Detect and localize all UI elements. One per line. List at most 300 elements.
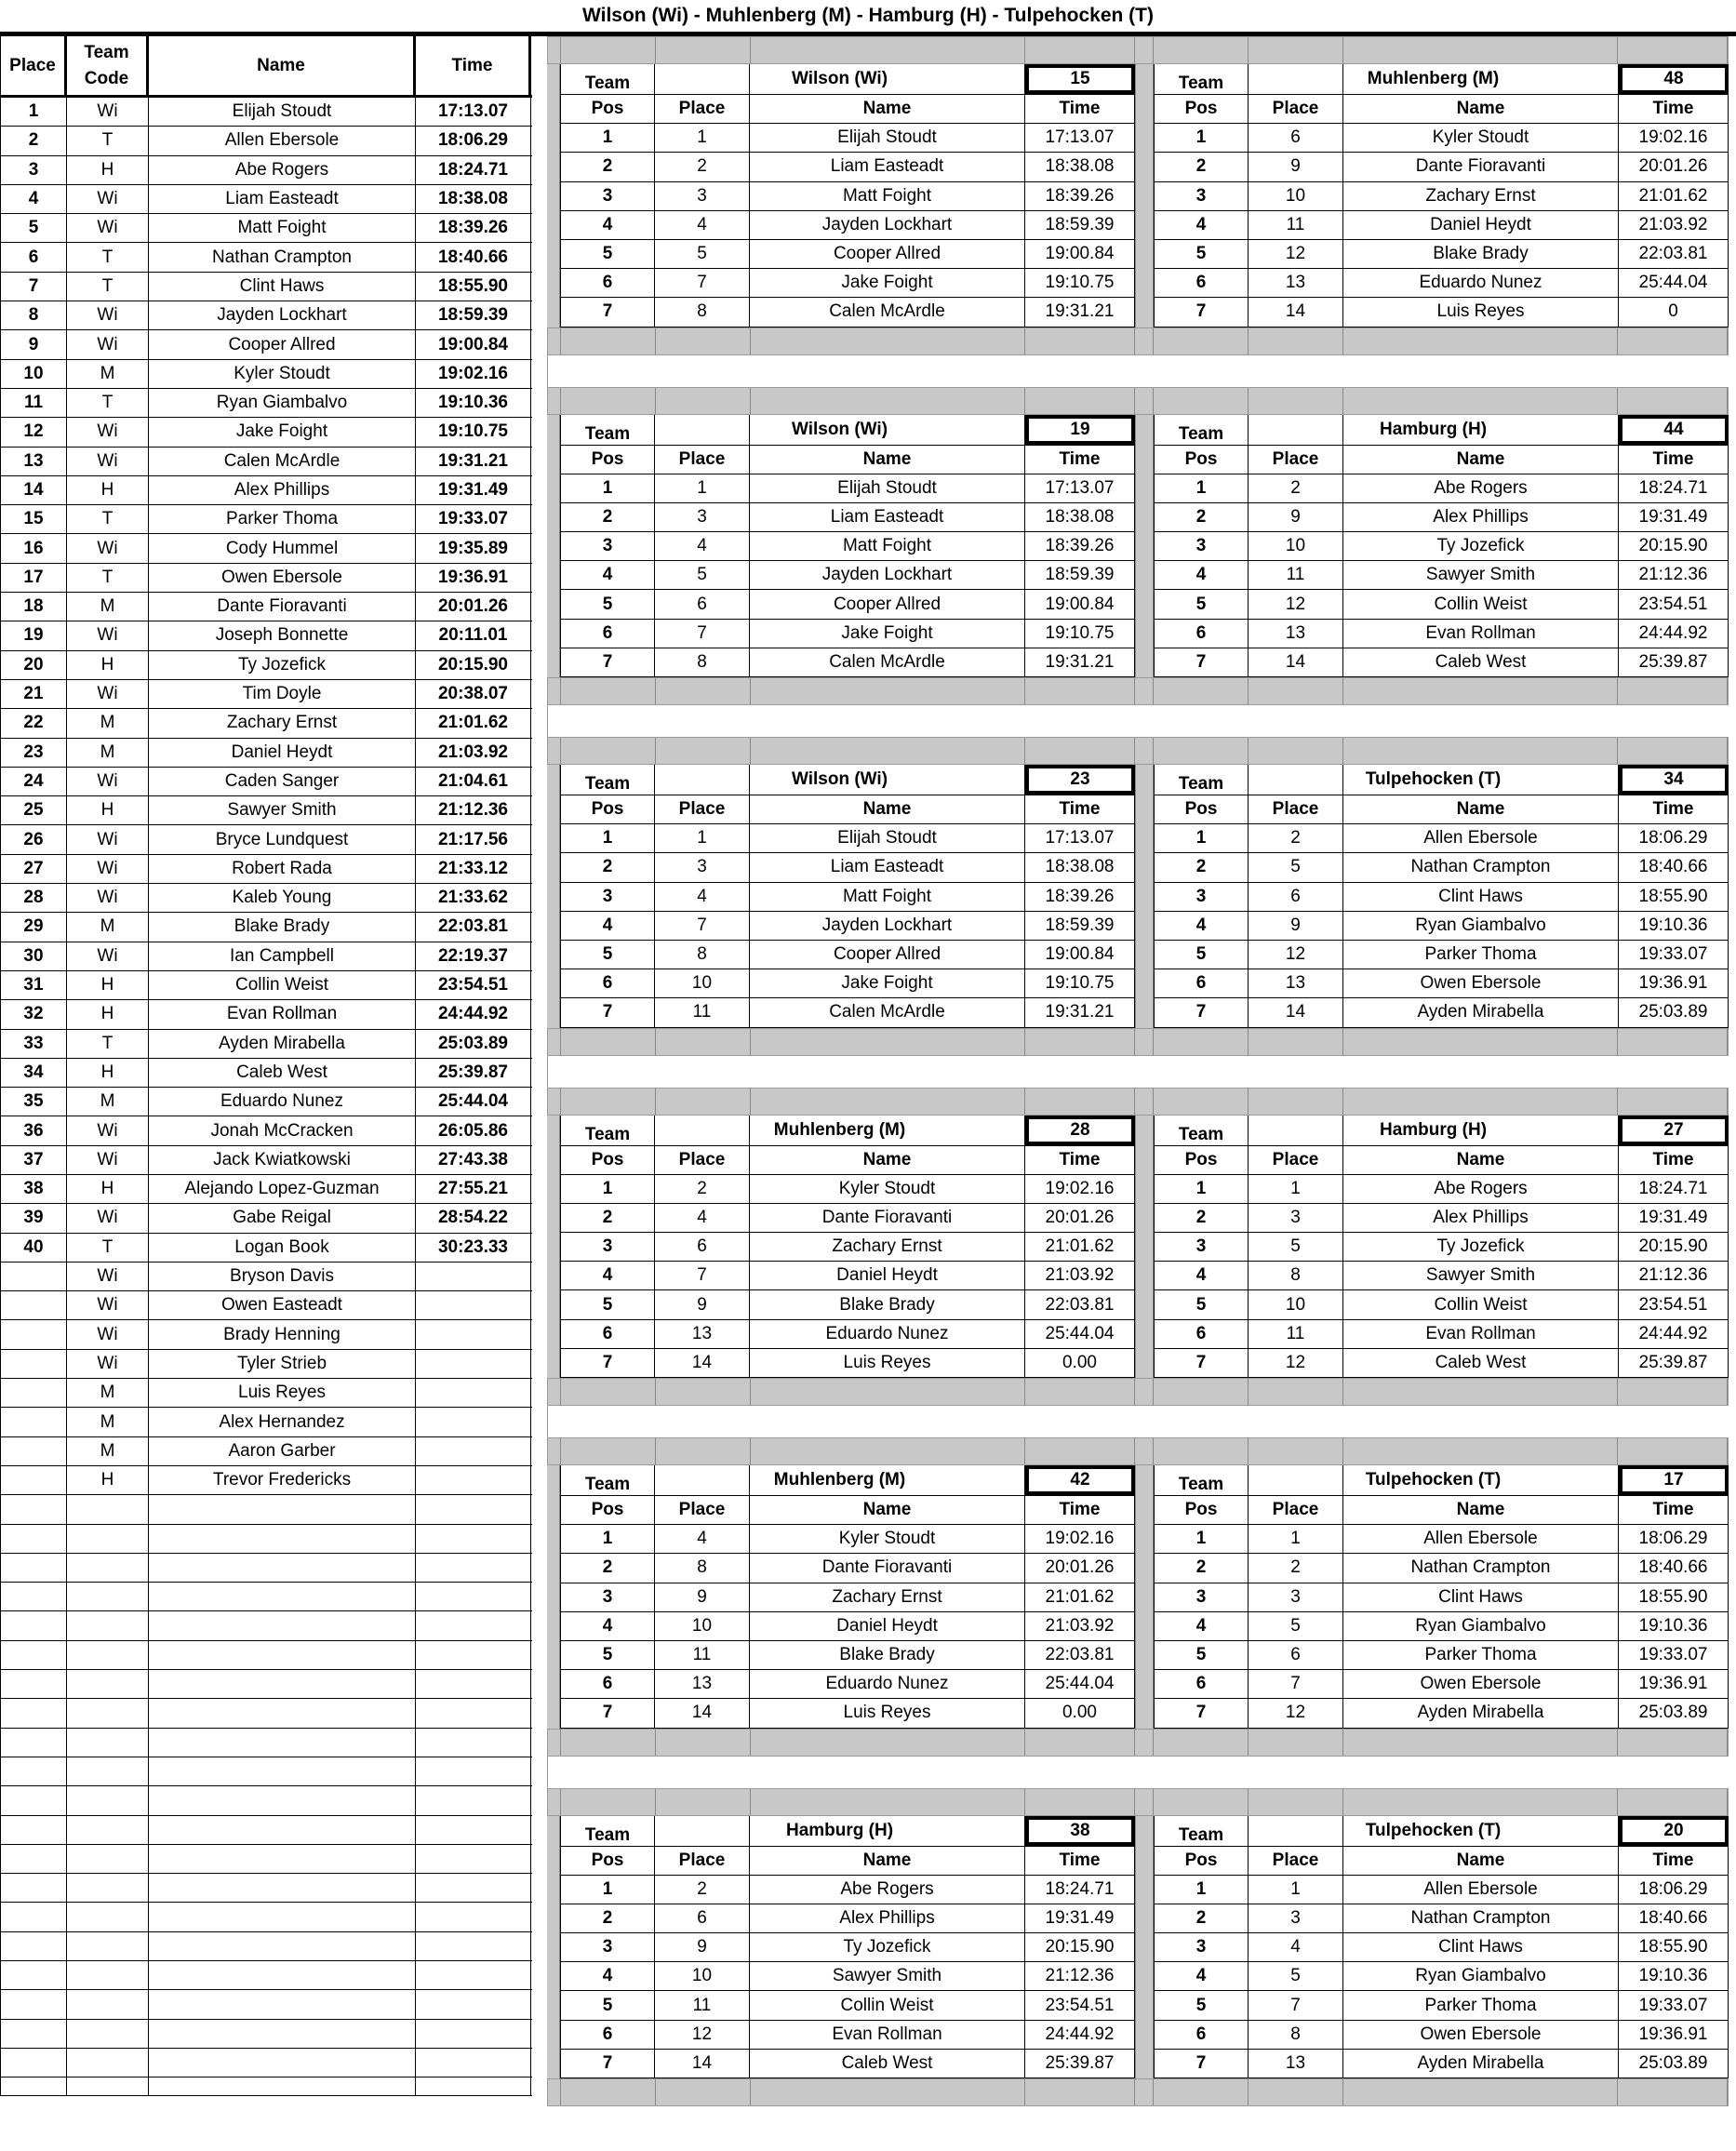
runner-pos: 5	[1154, 941, 1249, 969]
team-table-left	[560, 1116, 1135, 1379]
runner-name: Matt Foight	[750, 532, 1025, 560]
runner-pos: 3	[560, 182, 655, 210]
empty-row	[0, 2078, 532, 2096]
row-time: 25:03.89	[416, 1030, 531, 1058]
runner-pos: 4	[560, 211, 655, 239]
row-time	[416, 1379, 531, 1407]
runner-pos: 5	[1154, 1290, 1249, 1318]
table-row	[560, 1175, 1135, 1204]
runner-pos: 3	[560, 883, 655, 911]
runner-time: 18:38.08	[1025, 503, 1135, 531]
runner-name: Clint Haws	[1343, 883, 1619, 911]
runner-name: Parker Thoma	[1343, 1641, 1619, 1669]
empty-row	[0, 2020, 532, 2049]
team-table-right	[1154, 1116, 1729, 1379]
runner-name: Elijah Stoudt	[750, 474, 1025, 502]
row-team-code: H	[67, 1175, 149, 1203]
row-name: Robert Rada	[149, 855, 416, 883]
row-team-code: Wi	[67, 884, 149, 912]
team-header-row	[560, 1116, 1135, 1146]
band-cell	[561, 388, 656, 414]
table-row	[560, 298, 1135, 327]
runner-place: 11	[1249, 561, 1343, 589]
gray-band	[547, 1028, 1729, 1056]
runner-pos: 1	[1154, 1876, 1249, 1904]
runner-name: Ayden Mirabella	[1343, 1699, 1619, 1727]
band-cell	[1343, 388, 1619, 414]
runner-time: 25:03.89	[1619, 998, 1729, 1026]
name-label: Name	[750, 795, 1025, 823]
gray-band	[547, 1729, 1729, 1757]
empty-cell	[149, 1495, 416, 1523]
runner-time: 19:33.07	[1619, 1991, 1729, 2019]
row-name: Cooper Allred	[149, 330, 416, 358]
row-team-code: Wi	[67, 942, 149, 970]
gray-band	[547, 1437, 1729, 1465]
table-row	[1154, 1962, 1729, 1991]
header-team-code	[67, 36, 149, 95]
band-cell	[751, 678, 1026, 704]
matchup-block	[547, 1465, 1729, 1729]
left-separator	[547, 765, 560, 1028]
runner-pos: 7	[1154, 2050, 1249, 2078]
table-row	[0, 418, 532, 447]
team-label: Team	[560, 415, 655, 445]
name-label: Name	[1343, 1496, 1619, 1524]
white-gap	[547, 1406, 1729, 1437]
table-row	[0, 739, 532, 768]
team-table-right	[1154, 1816, 1729, 2079]
row-name: Jack Kwiatkowski	[149, 1146, 416, 1174]
runner-name: Eduardo Nunez	[750, 1320, 1025, 1348]
empty-cell	[0, 1670, 67, 1698]
empty-cell	[416, 1611, 531, 1639]
band-cell	[561, 1730, 656, 1756]
row-team-code: H	[67, 1059, 149, 1087]
runner-place: 11	[1249, 1320, 1343, 1348]
row-name: Calen McArdle	[149, 448, 416, 475]
runner-time: 18:38.08	[1025, 853, 1135, 881]
runner-time: 18:55.90	[1619, 883, 1729, 911]
runner-time: 18:06.29	[1619, 1876, 1729, 1904]
row-team-code: Wi	[67, 448, 149, 475]
band-cell	[1135, 37, 1154, 63]
runner-time: 19:10.75	[1025, 269, 1135, 297]
runner-pos: 2	[560, 503, 655, 531]
runner-place: 2	[655, 1175, 750, 1203]
row-name: Bryson Davis	[149, 1263, 416, 1290]
table-row	[1154, 1262, 1729, 1290]
row-place: 9	[0, 330, 67, 358]
row-time: 25:39.87	[416, 1059, 531, 1087]
row-team-code: Wi	[67, 534, 149, 562]
empty-cell	[149, 2049, 416, 2077]
row-time: 28:54.22	[416, 1204, 531, 1232]
pos-label: Pos	[560, 795, 655, 823]
runner-place: 6	[1249, 1641, 1343, 1669]
runner-pos: 6	[560, 269, 655, 297]
row-place	[0, 1408, 67, 1436]
runner-pos: 1	[560, 1876, 655, 1904]
table-row	[0, 1291, 532, 1320]
column-header-row	[560, 795, 1135, 824]
row-time: 25:44.04	[416, 1088, 531, 1116]
runner-name: Dante Fioravanti	[750, 1554, 1025, 1582]
empty-cell	[0, 1816, 67, 1844]
runner-pos: 4	[560, 1612, 655, 1640]
table-row	[0, 709, 532, 738]
runner-time: 18:40.66	[1619, 1904, 1729, 1932]
row-name: Eduardo Nunez	[149, 1088, 416, 1116]
empty-cell	[0, 1699, 67, 1727]
row-place: 29	[0, 913, 67, 941]
row-place: 14	[0, 476, 67, 504]
team-header-row	[1154, 765, 1729, 795]
table-row	[1154, 1699, 1729, 1728]
runner-name: Eduardo Nunez	[750, 1670, 1025, 1698]
table-row	[1154, 853, 1729, 882]
runner-name: Alex Phillips	[1343, 503, 1619, 531]
place-label: Place	[1249, 446, 1343, 474]
runner-pos: 2	[560, 1204, 655, 1232]
table-row	[0, 1204, 532, 1233]
row-team-code: T	[67, 1234, 149, 1262]
runner-pos: 5	[560, 590, 655, 618]
runner-time: 24:44.92	[1619, 1320, 1729, 1348]
runner-time: 21:01.62	[1025, 1583, 1135, 1611]
row-name: Alejando Lopez-Guzman	[149, 1175, 416, 1203]
empty-cell	[149, 1932, 416, 1960]
runner-name: Ayden Mirabella	[1343, 998, 1619, 1026]
runner-place: 14	[655, 1699, 750, 1727]
row-time	[416, 1466, 531, 1494]
team-label: Team	[560, 1816, 655, 1846]
row-team-code: M	[67, 1088, 149, 1116]
row-time: 19:31.49	[416, 476, 531, 504]
runner-time: 18:59.39	[1025, 912, 1135, 940]
table-row	[560, 590, 1135, 619]
runner-pos: 1	[1154, 1175, 1249, 1203]
runner-time: 19:02.16	[1619, 124, 1729, 152]
runner-place: 14	[1249, 298, 1343, 326]
runner-name: Calen McArdle	[750, 298, 1025, 326]
empty-row	[0, 1525, 532, 1554]
team-name: Muhlenberg (M)	[1249, 64, 1619, 94]
team-name: Tulpehocken (T)	[1249, 1816, 1619, 1846]
band-cell	[656, 1438, 751, 1464]
runner-time: 25:39.87	[1025, 2050, 1135, 2078]
runner-name: Caleb West	[1343, 1349, 1619, 1377]
row-name: Joseph Bonnette	[149, 621, 416, 649]
runner-pos: 6	[1154, 969, 1249, 997]
band-cell	[548, 1789, 561, 1815]
runner-time: 18:39.26	[1025, 883, 1135, 911]
row-place: 33	[0, 1030, 67, 1058]
empty-cell	[0, 1786, 67, 1814]
team-table-right	[1154, 765, 1729, 1028]
empty-cell	[149, 1554, 416, 1582]
empty-cell	[67, 1874, 149, 1902]
row-time: 22:03.81	[416, 913, 531, 941]
table-row	[560, 1876, 1135, 1904]
runner-time: 25:39.87	[1619, 648, 1729, 676]
empty-cell	[0, 2020, 67, 2048]
row-team-code: T	[67, 505, 149, 533]
time-label: Time	[1025, 795, 1135, 823]
band-cell	[1618, 1089, 1728, 1115]
table-row	[560, 648, 1135, 677]
runner-pos: 2	[560, 1904, 655, 1932]
runner-place: 8	[655, 1554, 750, 1582]
team-score: 38	[1025, 1816, 1135, 1846]
runner-place: 14	[655, 1349, 750, 1377]
runner-name: Ty Jozefick	[1343, 532, 1619, 560]
runner-pos: 7	[1154, 1349, 1249, 1377]
row-name: Caleb West	[149, 1059, 416, 1087]
team-score: 20	[1619, 1816, 1729, 1846]
runner-time: 17:13.07	[1025, 474, 1135, 502]
runner-pos: 5	[560, 1290, 655, 1318]
team-score: 23	[1025, 765, 1135, 795]
table-row	[560, 1262, 1135, 1290]
table-row	[0, 1059, 532, 1088]
gray-band	[547, 1088, 1729, 1116]
table-row	[1154, 1583, 1729, 1612]
runner-name: Liam Easteadt	[750, 153, 1025, 180]
runner-place: 14	[655, 2050, 750, 2078]
row-place: 2	[0, 127, 67, 154]
table-row	[1154, 1233, 1729, 1262]
band-cell	[561, 2079, 656, 2105]
column-header-row	[560, 1847, 1135, 1876]
runner-time: 22:03.81	[1025, 1290, 1135, 1318]
runner-place: 2	[1249, 1554, 1343, 1582]
runner-name: Clint Haws	[1343, 1583, 1619, 1611]
runner-pos: 1	[560, 1525, 655, 1553]
row-team-code: Wi	[67, 98, 149, 126]
runner-place: 13	[1249, 2050, 1343, 2078]
pos-label: Pos	[1154, 446, 1249, 474]
empty-cell	[67, 1903, 149, 1931]
table-row	[1154, 1933, 1729, 1962]
runner-name: Matt Foight	[750, 182, 1025, 210]
place-label: Place	[655, 95, 750, 123]
row-place: 3	[0, 156, 67, 184]
table-row	[1154, 298, 1729, 327]
runner-pos: 3	[1154, 1233, 1249, 1261]
runner-name: Ty Jozefick	[1343, 1233, 1619, 1261]
table-row	[560, 1349, 1135, 1378]
table-row	[1154, 912, 1729, 941]
empty-cell	[67, 1729, 149, 1757]
middle-separator	[1135, 1116, 1154, 1379]
runner-name: Blake Brady	[750, 1290, 1025, 1318]
row-name: Ian Campbell	[149, 942, 416, 970]
team-table-left	[560, 64, 1135, 327]
row-name: Allen Ebersole	[149, 127, 416, 154]
empty-cell	[0, 1641, 67, 1669]
table-row	[0, 127, 532, 155]
empty-cell	[0, 2078, 67, 2095]
runner-name: Cooper Allred	[750, 590, 1025, 618]
runner-place: 12	[1249, 1349, 1343, 1377]
runner-place: 9	[1249, 912, 1343, 940]
table-row	[1154, 269, 1729, 298]
runner-pos: 5	[1154, 590, 1249, 618]
row-name: Alex Hernandez	[149, 1408, 416, 1436]
table-row	[560, 1612, 1135, 1641]
band-cell	[1618, 328, 1728, 354]
row-place	[0, 1291, 67, 1319]
runner-place: 7	[1249, 1670, 1343, 1698]
band-cell	[1618, 1730, 1728, 1756]
band-cell	[1343, 1730, 1619, 1756]
empty-cell	[416, 1786, 531, 1814]
team-score: 44	[1619, 415, 1729, 445]
white-gap	[547, 1056, 1729, 1088]
row-place: 40	[0, 1234, 67, 1262]
team-label: Team	[1154, 765, 1249, 795]
table-row	[1154, 1876, 1729, 1904]
table-row	[0, 1175, 532, 1204]
runner-name: Owen Ebersole	[1343, 2021, 1619, 2049]
runner-place: 11	[1249, 211, 1343, 239]
matchup-block	[547, 765, 1729, 1028]
time-label: Time	[1619, 446, 1729, 474]
runner-pos: 7	[560, 648, 655, 676]
runner-name: Zachary Ernst	[1343, 182, 1619, 210]
runner-pos: 4	[1154, 561, 1249, 589]
row-team-code: Wi	[67, 768, 149, 795]
runner-pos: 3	[560, 1933, 655, 1961]
runner-name: Evan Rollman	[1343, 620, 1619, 648]
runner-time: 19:36.91	[1619, 2021, 1729, 2049]
band-cell	[548, 328, 561, 354]
runner-time: 21:12.36	[1619, 561, 1729, 589]
table-row	[560, 561, 1135, 590]
runner-name: Zachary Ernst	[750, 1583, 1025, 1611]
runner-place: 8	[1249, 1262, 1343, 1289]
band-cell	[656, 1730, 751, 1756]
band-cell	[1249, 1730, 1343, 1756]
table-row	[1154, 648, 1729, 677]
row-name: Jayden Lockhart	[149, 301, 416, 329]
row-name: Matt Foight	[149, 214, 416, 242]
runner-place: 7	[655, 269, 750, 297]
row-time	[416, 1320, 531, 1348]
row-time	[416, 1408, 531, 1436]
row-team-code: M	[67, 913, 149, 941]
empty-cell	[67, 1525, 149, 1553]
runner-name: Cooper Allred	[750, 240, 1025, 268]
runner-name: Owen Ebersole	[1343, 969, 1619, 997]
row-name: Luis Reyes	[149, 1379, 416, 1407]
empty-cell	[416, 1729, 531, 1757]
runner-pos: 3	[1154, 532, 1249, 560]
row-name: Daniel Heydt	[149, 739, 416, 767]
gray-band	[547, 2078, 1729, 2106]
time-label: Time	[1025, 1847, 1135, 1875]
row-time: 18:39.26	[416, 214, 531, 242]
table-row	[560, 503, 1135, 532]
band-cell	[1249, 1789, 1343, 1815]
empty-cell	[67, 2020, 149, 2048]
row-place	[0, 1320, 67, 1348]
team-table-right	[1154, 415, 1729, 678]
band-cell	[1135, 738, 1154, 764]
time-label: Time	[1619, 1496, 1729, 1524]
row-name: Owen Easteadt	[149, 1291, 416, 1319]
table-row	[560, 153, 1135, 181]
runner-pos: 7	[560, 2050, 655, 2078]
band-cell	[1025, 1029, 1135, 1055]
team-score: 48	[1619, 64, 1729, 94]
band-cell	[1154, 388, 1249, 414]
band-cell	[1154, 1379, 1249, 1405]
band-cell	[561, 1438, 656, 1464]
runner-place: 8	[655, 648, 750, 676]
team-name: Hamburg (H)	[655, 1816, 1025, 1846]
empty-cell	[67, 1932, 149, 1960]
table-row	[0, 593, 532, 621]
row-time: 18:38.08	[416, 185, 531, 213]
gray-band	[547, 36, 1729, 64]
row-team-code: H	[67, 156, 149, 184]
row-place: 39	[0, 1204, 67, 1232]
team-label: Team	[560, 1116, 655, 1145]
empty-cell	[149, 1845, 416, 1873]
header-place: Place	[0, 36, 67, 95]
empty-cell	[416, 1670, 531, 1698]
runner-place: 10	[1249, 532, 1343, 560]
row-time: 20:01.26	[416, 593, 531, 621]
empty-row	[0, 1990, 532, 2019]
empty-cell	[149, 1583, 416, 1610]
team-header-row	[560, 415, 1135, 446]
name-label: Name	[1343, 446, 1619, 474]
runner-pos: 7	[1154, 1699, 1249, 1727]
runner-pos: 7	[560, 1699, 655, 1727]
runner-pos: 6	[1154, 1320, 1249, 1348]
pos-label: Pos	[1154, 95, 1249, 123]
row-team-code: M	[67, 1408, 149, 1436]
team-name: Hamburg (H)	[1249, 1116, 1619, 1145]
row-time	[416, 1291, 531, 1319]
time-label: Time	[1619, 795, 1729, 823]
empty-cell	[67, 2078, 149, 2095]
table-row	[0, 1263, 532, 1291]
band-cell	[1025, 388, 1135, 414]
runner-time: 19:31.49	[1025, 1904, 1135, 1932]
pos-label: Pos	[1154, 1496, 1249, 1524]
runner-place: 11	[655, 998, 750, 1026]
empty-cell	[0, 1845, 67, 1873]
band-cell	[1154, 37, 1249, 63]
band-cell	[1135, 678, 1154, 704]
runner-place: 9	[655, 1290, 750, 1318]
runner-time: 19:33.07	[1619, 1641, 1729, 1669]
runner-place: 2	[655, 1876, 750, 1904]
runner-name: Kyler Stoudt	[750, 1525, 1025, 1553]
runner-name: Sawyer Smith	[1343, 1262, 1619, 1289]
runner-place: 4	[655, 211, 750, 239]
runner-pos: 6	[1154, 1670, 1249, 1698]
row-time: 18:40.66	[416, 243, 531, 271]
team-header-row	[560, 1465, 1135, 1496]
empty-row	[0, 1554, 532, 1583]
table-row	[0, 913, 532, 942]
runner-time: 19:31.21	[1025, 648, 1135, 676]
